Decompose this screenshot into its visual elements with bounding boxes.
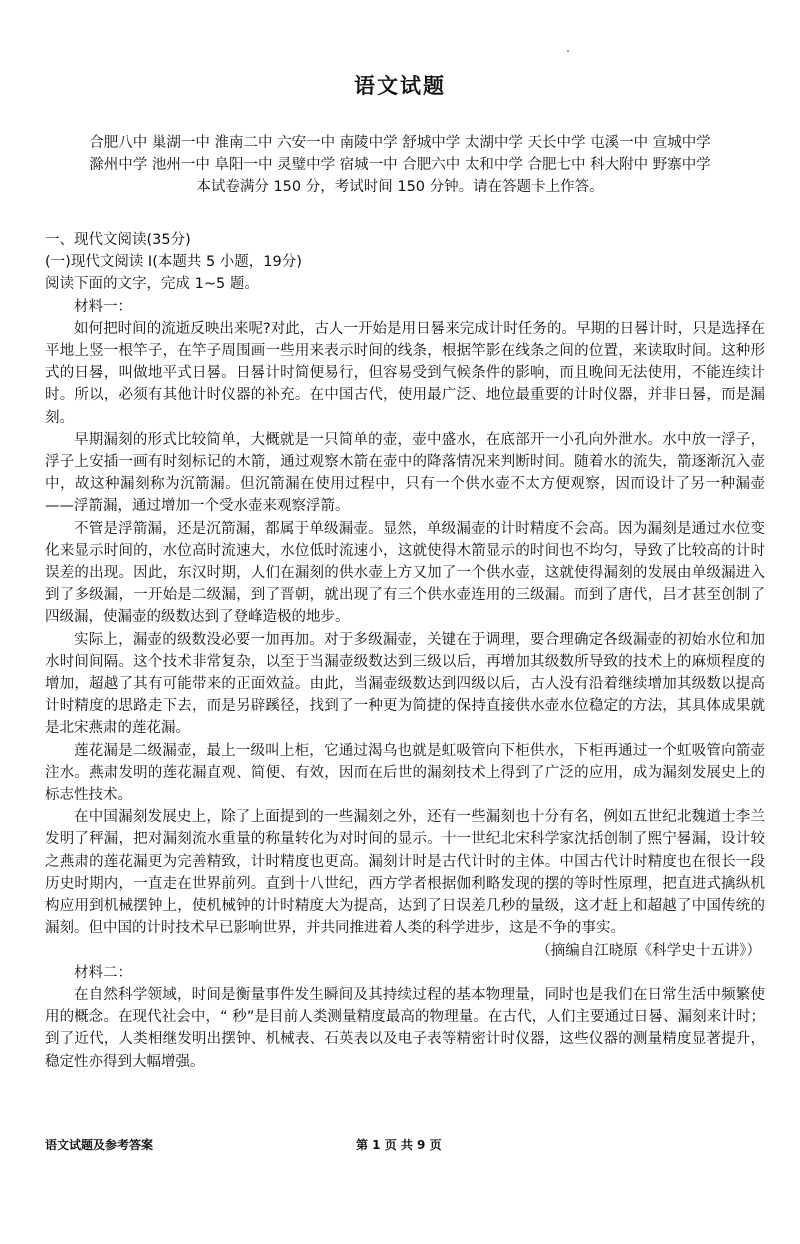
page-footer bbox=[45, 1136, 765, 1152]
material-1-label: 材料一： bbox=[74, 298, 132, 315]
school-list-line-2: 滁州中学 池州一中 阜阳一中 灵璧中学 宿城一中 合肥六中 太和中学 合肥七中 科大附中 野寨中学 bbox=[89, 157, 711, 173]
footer-page-number: 第 1 页 共 9 页 bbox=[356, 1138, 442, 1152]
material-2-label: 材料二： bbox=[74, 964, 132, 981]
school-list-line-1: 合肥八中 巢湖一中 淮南二中 六安一中 南陵中学 舒城中学 太湖中学 天长中学 屯溪一中 宣城中学 bbox=[89, 135, 711, 151]
instruction-text: 阅读下面的文字，完成 1~5 题。 bbox=[45, 276, 259, 293]
material-1-paragraph: 早期漏刻的形式比较简单，大概就是一只简单的壶，壶中盛水，在底部开一小孔向外泄水。水中放一浮子，浮子上安插一画有时刻标记的木箭，通过观察木箭在壶中的降落情况来判断时间。随着水的流失，箭逐渐沉入壶中，故这种漏刻称为沉箭漏。但沉箭漏在使用过程中，只有一个供水壶不太方便观察，因而设计了另一种漏壶——浮箭漏，通过增加一个受水壶来观察浮箭。 bbox=[45, 431, 765, 515]
reading-section bbox=[45, 229, 765, 1073]
material-1-paragraph: 如何把时间的流逝反映出来呢?对此，古人一开始是用日晷来完成计时任务的。早期的日晷计时，只是选择在平地上竖一根竿子，在竿子周围画一些用来表示时间的线条，根据竿影在线条之间的位置，来读取时间。这种形式的日晷，叫做地平式日晷。日晷计时简便易行，但容易受到气候条件的影响，而且晚间无法使用，不能连续计时。所以，必须有其他计时仪器的补充。在中国古代，使用最广泛、地位最重要的计时仪器，并非日晷，而是漏刻。 bbox=[45, 320, 765, 426]
material-1-paragraph: 不管是浮箭漏，还是沉箭漏，都属于单级漏壶。显然，单级漏壶的计时精度不会高。因为漏刻是通过水位变化来显示时间的，水位高时流速大，水位低时流速小，这就使得木箭显示的时间也不均匀，导致了比较高的计时误差的出现。因此，东汉时期，人们在漏刻的供水壶上方又加了一个供水壶，这就使得漏刻的发展由单级漏进入到了多级漏，一开始是二级漏，到了晋朝，就出现了有三个供水壶连用的三级漏。而到了唐代，吕才甚至创制了四级漏，使漏壶的级数达到了登峰造极的地步。 bbox=[45, 520, 765, 626]
page-title: 语文试题 bbox=[354, 74, 446, 98]
section-heading: 一、现代文阅读(35分) bbox=[45, 232, 191, 248]
material-2-paragraph: 在自然科学领域，时间是衡量事件发生瞬间及其持续过程的基本物理量，同时也是我们在日常生活中频繁使用的概念。在现代社会中，“ 秒”是目前人类测量精度最高的物理量。在古代，人们主要通过日晷、漏刻来计时；到了近代，人类相继发明出摆钟、机械表、石英表以及电子表等精密计时仪器，这些仪器的测量精度显著提升，稳定性亦得到大幅增强。 bbox=[45, 986, 765, 1070]
school-list bbox=[30, 132, 770, 198]
sub-section-heading: (一)现代文阅读 Ⅰ(本题共 5 小题，19分) bbox=[45, 254, 302, 271]
material-1-paragraph: 在中国漏刻发展史上，除了上面提到的一些漏刻之外，还有一些漏刻也十分有名，例如五世纪北魏道士李兰发明了秤漏，把对漏刻流水重量的称量转化为对时间的显示。十一世纪北宋科学家沈括创制了熙宁晷漏，设计较之燕肃的莲花漏更为完善精致，计时精度也更高。漏刻计时是古代计时的主体。中国古代计时精度也在很长一段历史时期内，一直走在世界前列。直到十八世纪，西方学者根据伽利略发现的摆的等时性原理，把直进式擒纵机构应用到机械摆钟上，使机械钟的计时精度大为提高，达到了日误差几秒的量级，这才赶上和超越了中国传统的漏刻。但中国的计时技术早已影响世界，并共同推进着人类的科学进步，这是不争的事实。 bbox=[45, 809, 765, 937]
exam-note: 本试卷满分 150 分，考试时间 150 分钟。请在答题卡上作答。 bbox=[196, 179, 604, 195]
material-1-paragraph: 实际上，漏壶的级数没必要一加再加。对于多级漏壶，关键在于调理，要合理确定各级漏壶的初始水位和加水时间间隔。这个技术非常复杂，以至于当漏壶级数达到三级以后，再增加其级数所导致的技术上的麻烦程度的增加，超越了其有可能带来的正面效益。由此，当漏壶级数达到四级以后，古人没有沿着继续增加其级数以提高计时精度的思路走下去，而是另辟蹊径，找到了一种更为简捷的保持直接供水壶水位稳定的方法，其具体成果就是北宋燕肃的莲花漏。 bbox=[45, 631, 765, 737]
material-1-source: （摘编自江晓原《科学史十五讲》） bbox=[536, 942, 761, 959]
scan-speck bbox=[567, 50, 569, 52]
footer-doc-name: 语文试题及参考答案 bbox=[45, 1138, 154, 1152]
material-1-paragraph: 莲花漏是二级漏壶，最上一级叫上柜，它通过渴乌也就是虹吸管向下柜供水，下柜再通过一个虹吸管向箭壶注水。燕肃发明的莲花漏直观、简便、有效，因而在后世的漏刻技术上得到了广泛的应用，成为漏刻发展史上的标志性技术。 bbox=[45, 742, 765, 804]
